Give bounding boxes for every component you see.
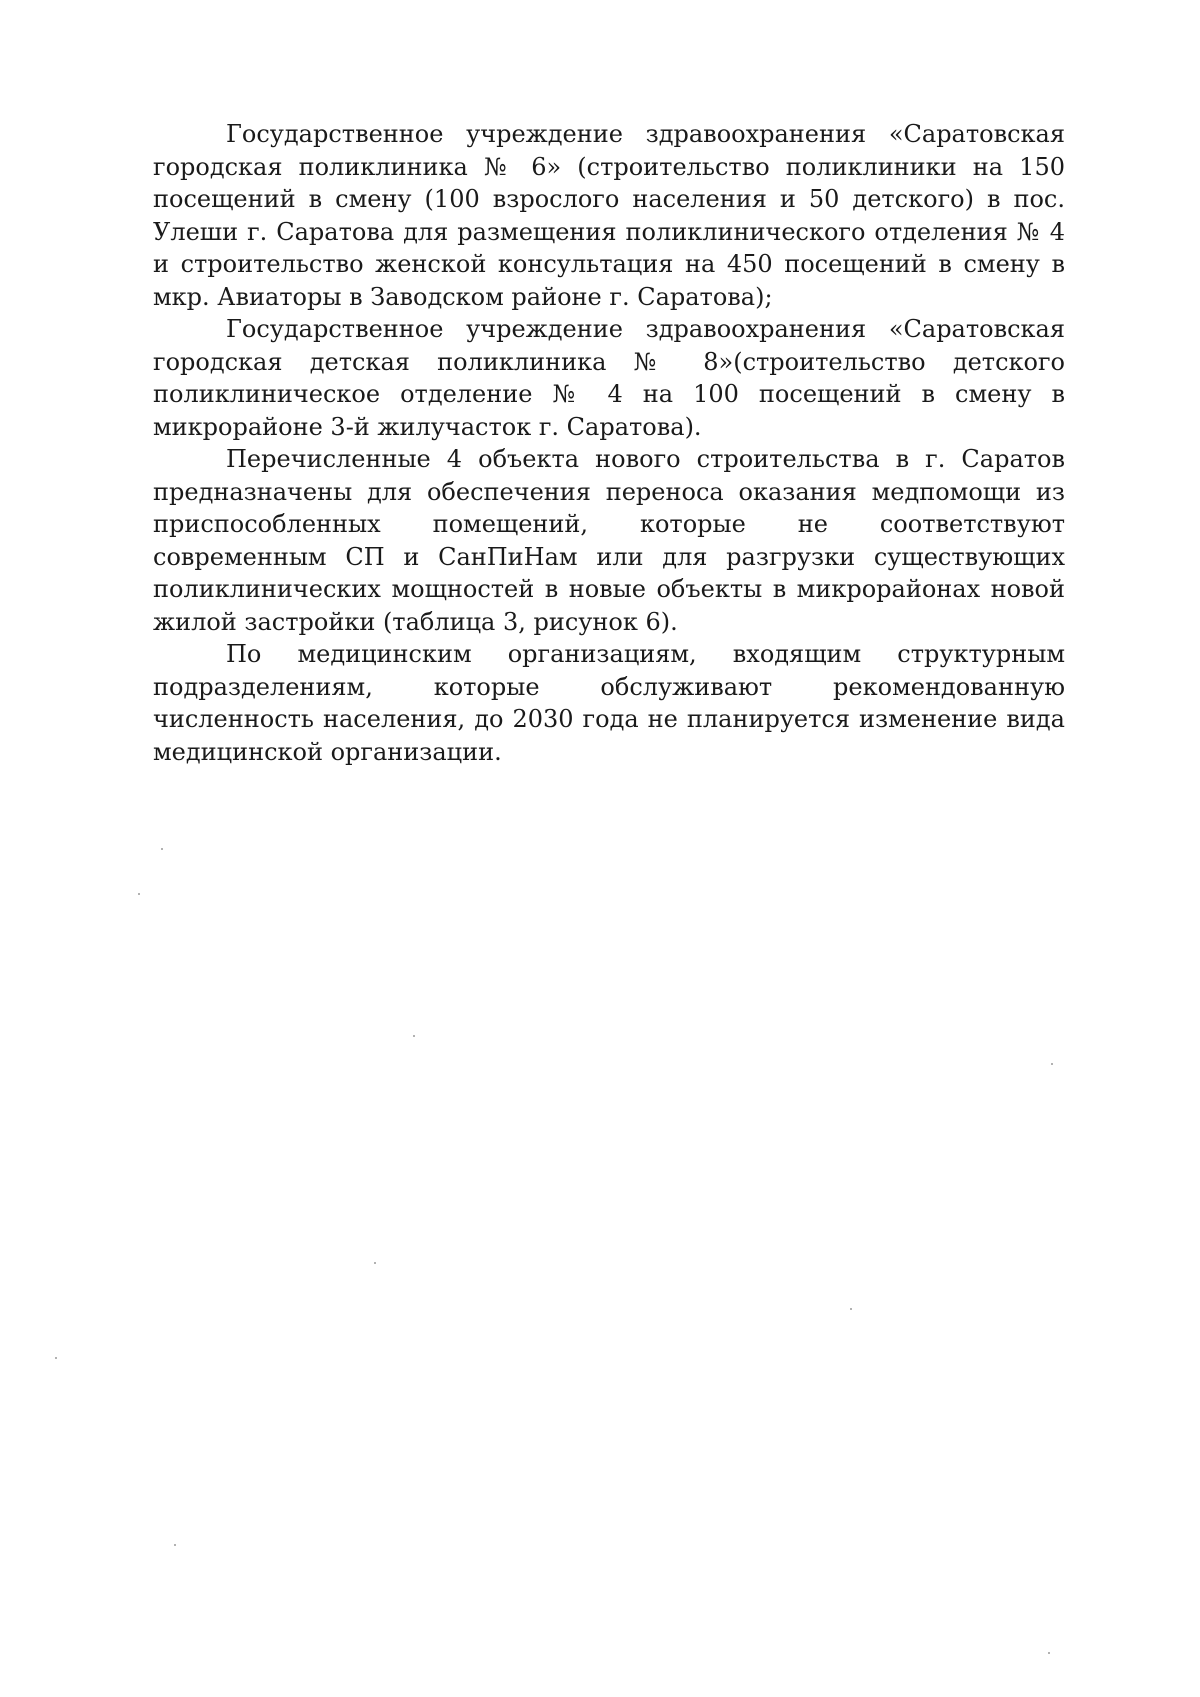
scan-speck [138, 893, 140, 895]
paragraph-children-polyclinic-8: Государственное учреждение здравоохранения «Саратовская городская детская поликлиника № 8»(строительство детского поликлиническое отделение № 4 на 100 посещений в смену в микрорайоне 3-й жилучасток г. Саратова). [153, 315, 1065, 441]
scan-speck [174, 1544, 176, 1546]
scan-speck [850, 1308, 852, 1310]
scan-speck [1051, 1063, 1053, 1065]
paragraph-new-construction-objects: Перечисленные 4 объекта нового строительства в г. Саратов предназначены для обеспечения переноса оказания медпомощи из приспособленных помещений, которые не соответствуют современным СП и СанПиНам или для разгрузки существующих поликлинических мощностей в новые объекты в микрорайонах новой жилой застройки (таблица 3, рисунок 6). [153, 445, 1065, 636]
document-body [153, 118, 1065, 768]
paragraph-no-change-planned: По медицинским организациям, входящим структурным подразделениям, которые обслуживают рекомендованную численность населения, до 2030 года не планируется изменение вида медицинской организации. [153, 640, 1065, 766]
paragraph-polyclinic-6: Государственное учреждение здравоохранения «Саратовская городская поликлиника № 6» (строительство поликлиники на 150 посещений в смену (100 взрослого населения и 50 детского) в пос. Улеши г. Саратова для размещения поликлинического отделения № 4 и строительство женской консультация на 450 посещений в смену в мкр. Авиаторы в Заводском районе г. Саратова); [153, 120, 1065, 311]
scan-speck [413, 1035, 415, 1037]
scan-speck [161, 848, 163, 850]
scan-speck [1048, 1652, 1050, 1654]
scan-speck [374, 1262, 376, 1264]
scan-speck [55, 1357, 57, 1359]
